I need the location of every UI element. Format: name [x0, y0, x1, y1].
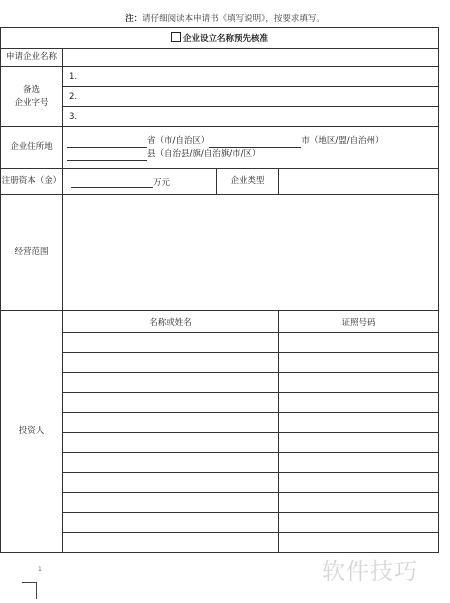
county-text: 县（自治县/旗/自治旗/市/区）: [147, 148, 261, 159]
investor-row: [1, 393, 439, 413]
note-prefix: 注：: [125, 14, 143, 24]
watermark-logo: 软件技巧: [322, 559, 418, 585]
investor-row: [1, 533, 439, 553]
investor-row: [1, 493, 439, 513]
address-field[interactable]: [63, 127, 439, 169]
investor-name-cell[interactable]: [63, 533, 279, 553]
form-title: 企业设立名称预先核准: [183, 34, 269, 44]
company-type-label: 企业类型: [217, 169, 279, 195]
alt-names-label: [1, 67, 63, 127]
alt-names-label-line2: 企业字号: [14, 97, 49, 108]
investor-name-cell[interactable]: [63, 373, 279, 393]
form-title-cell: [1, 28, 439, 49]
business-scope-label: 经营范围: [1, 195, 63, 311]
investor-name-cell[interactable]: [63, 353, 279, 373]
investor-id-cell[interactable]: [279, 353, 439, 373]
investor-name-cell[interactable]: [63, 333, 279, 353]
investor-id-cell[interactable]: [279, 333, 439, 353]
form-note: [0, 12, 450, 24]
investor-row: [1, 353, 439, 373]
company-type-field[interactable]: [279, 169, 439, 195]
investor-name-cell[interactable]: [63, 473, 279, 493]
investor-row: [1, 473, 439, 493]
investor-id-cell[interactable]: [279, 373, 439, 393]
alt-name-field-1[interactable]: 1.: [63, 67, 439, 87]
capital-label: 注册资本（金）: [1, 169, 63, 195]
applicant-name-field[interactable]: [63, 49, 439, 67]
investor-row: [1, 453, 439, 473]
investor-row: [1, 333, 439, 353]
city-blank[interactable]: [209, 138, 301, 148]
corner-mark-icon: [22, 582, 37, 599]
investor-id-cell[interactable]: [279, 513, 439, 533]
county-blank[interactable]: [67, 151, 147, 161]
investor-id-cell[interactable]: [279, 453, 439, 473]
investor-id-header: 证照号码: [279, 311, 439, 333]
investor-id-cell[interactable]: [279, 393, 439, 413]
investor-id-cell[interactable]: [279, 493, 439, 513]
capital-blank[interactable]: [71, 178, 153, 188]
investor-id-cell[interactable]: [279, 413, 439, 433]
capital-unit: 万元: [153, 177, 171, 188]
investor-name-header: 名称或姓名: [63, 311, 279, 333]
investor-id-cell[interactable]: [279, 433, 439, 453]
capital-field[interactable]: [63, 169, 217, 195]
address-label: 企业住所地: [1, 127, 63, 169]
applicant-name-label: 申请企业名称: [1, 49, 63, 67]
page-number: 1: [38, 566, 42, 573]
alt-name-field-2[interactable]: 2.: [63, 87, 439, 107]
investor-id-cell[interactable]: [279, 533, 439, 553]
province-text: 省（市/自治区）: [147, 135, 210, 146]
investors-label: 投资人: [1, 311, 63, 553]
investor-name-cell[interactable]: [63, 393, 279, 413]
investor-name-cell[interactable]: [63, 413, 279, 433]
city-text: 市（地区/盟/自治州）: [301, 135, 384, 146]
investor-row: [1, 373, 439, 393]
business-scope-field[interactable]: [63, 195, 439, 311]
investor-id-cell[interactable]: [279, 473, 439, 493]
investor-row: [1, 413, 439, 433]
alt-names-label-line1: 备选: [22, 84, 40, 95]
application-form-table: [0, 27, 439, 553]
province-blank[interactable]: [67, 138, 147, 148]
investor-name-cell[interactable]: [63, 433, 279, 453]
investor-row: [1, 513, 439, 533]
investor-name-cell[interactable]: [63, 513, 279, 533]
note-text: 请仔细阅读本申请书《填写说明》，按要求填写。: [142, 14, 325, 24]
investor-row: [1, 433, 439, 453]
alt-name-field-3[interactable]: 3.: [63, 107, 439, 127]
checkbox-icon[interactable]: [171, 32, 181, 42]
investor-name-cell[interactable]: [63, 493, 279, 513]
investor-name-cell[interactable]: [63, 453, 279, 473]
